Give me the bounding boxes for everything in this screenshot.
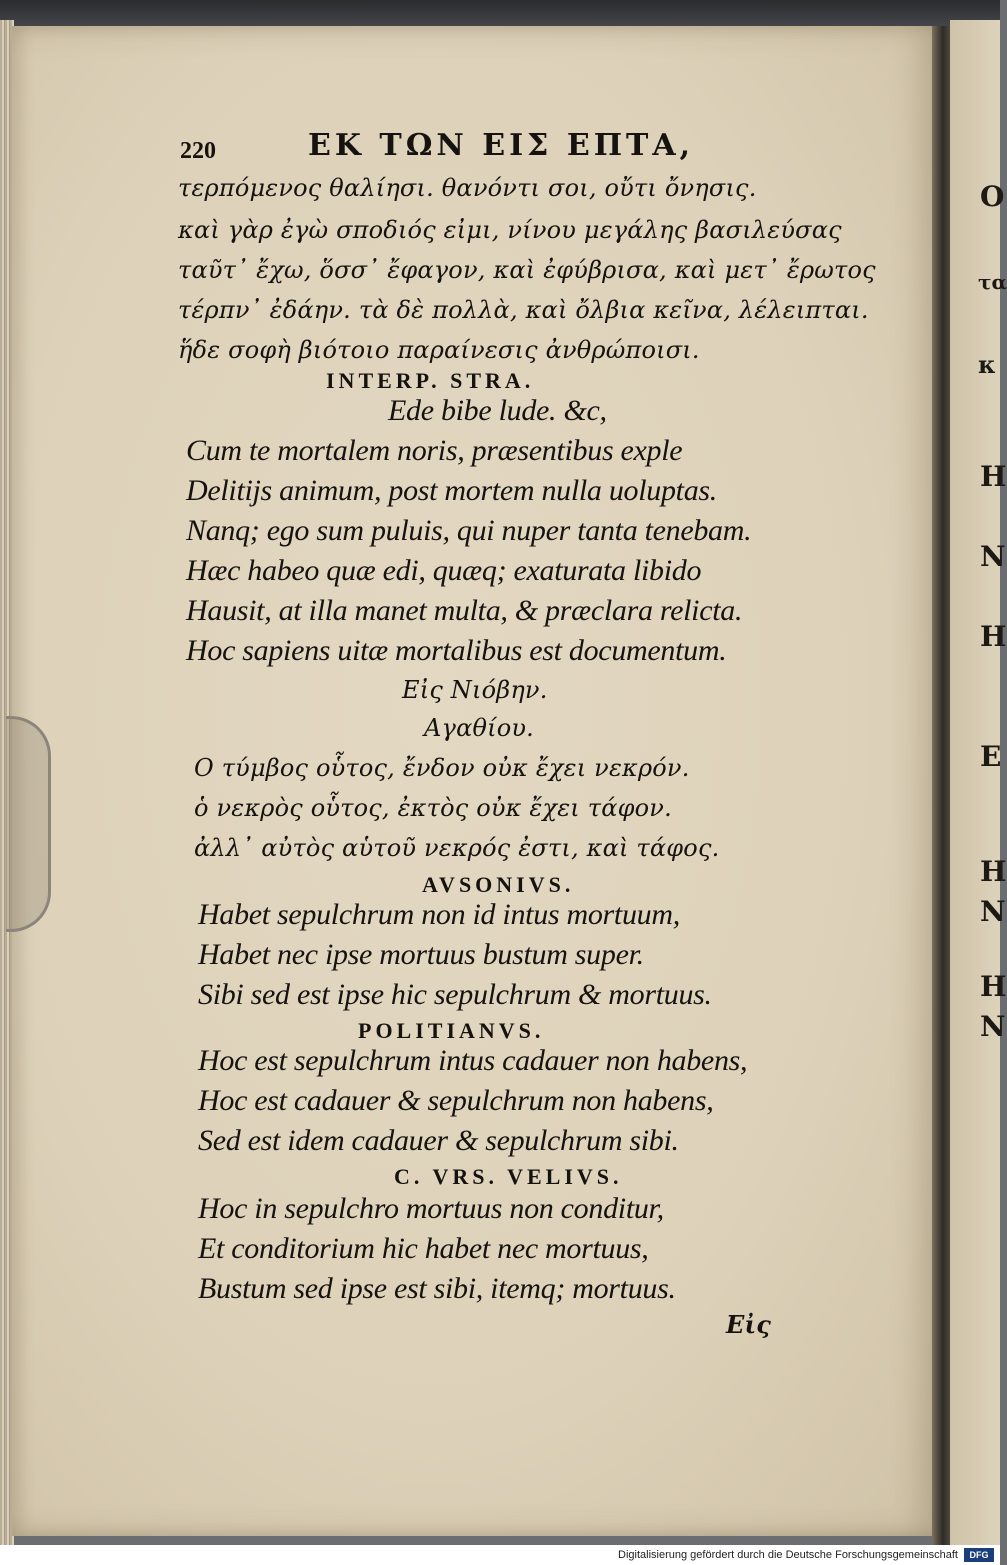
latin-line: Et conditorium hic habet nec mortuus, [198, 1232, 649, 1265]
footer-credit: Digitalisierung gefördert durch die Deutsche Forschungsgemeinschaft [618, 1549, 958, 1561]
greek-line: ἥδε σοφὴ βιότοιο παραίνεσις ἀνθρώποισι. [178, 336, 700, 364]
heading-interp: INTERP. STRA. [326, 368, 535, 393]
heading-velius: C. VRS. VELIVS. [394, 1164, 623, 1189]
facing-fragment: H [980, 970, 1007, 1003]
heading-politianus: POLITIANVS. [358, 1018, 545, 1043]
book-gutter [932, 26, 950, 1546]
latin-line: Hoc est sepulchrum intus cadauer non habens, [198, 1044, 748, 1077]
latin-line: Bustum sed ipse est sibi, itemq; mortuus. [198, 1272, 676, 1305]
facing-fragment: N [980, 540, 1006, 573]
latin-line: Delitijs animum, post mortem nulla uoluptas. [186, 474, 717, 507]
greek-title: Εἰς Νιόβην. [402, 676, 548, 704]
greek-title: Αγαθίου. [424, 714, 535, 742]
digitization-footer [0, 1545, 1000, 1565]
latin-line: Nanq; ego sum puluis, qui nuper tanta tenebam. [186, 514, 752, 547]
latin-line: Ede bibe lude. &c, [388, 394, 607, 427]
greek-line: τερπόμενος θαλίησι. θανόντι σοι, οὔτι ὄνησις. [178, 174, 757, 202]
latin-line: Habet sepulchrum non id intus mortuum, [198, 898, 680, 931]
facing-fragment: E [980, 740, 1002, 773]
latin-line: Hoc sapiens uitæ mortalibus est documentum. [186, 634, 727, 667]
heading-ausonius: AVSONIVS. [422, 872, 575, 897]
greek-line: ὁ νεκρὸς οὗτος, ἐκτὸς οὐκ ἔχει τάφον. [194, 794, 672, 822]
latin-line: Cum te mortalem noris, præsentibus exple [186, 434, 683, 467]
facing-fragment: H [980, 855, 1007, 888]
facing-fragment: κ [978, 350, 996, 379]
greek-line: ἀλλ᾽ αὐτὸς αὑτοῦ νεκρός ἐστι, καὶ τάφος. [194, 834, 720, 862]
greek-line: τέρπν᾽ ἐδάην. τὰ δὲ πολλὰ, καὶ ὄλβια κεῖνα, λέλειπται. [178, 296, 869, 324]
latin-line: Hausit, at illa manet multa, & præclara relicta. [186, 594, 743, 627]
latin-line: Hæc habeo quæ edi, quæq; exaturata libido [186, 554, 702, 587]
dfg-logo: DFG [964, 1548, 994, 1562]
greek-line: Ο τύμβος οὗτος, ἔνδον οὐκ ἔχει νεκρόν. [194, 754, 690, 782]
running-head: ΕΚ ΤΩΝ ΕΙΣ ΕΠΤΑ, [308, 128, 695, 163]
facing-fragment: N [980, 895, 1006, 928]
facing-fragment: H [980, 460, 1007, 493]
page-number: 220 [180, 138, 216, 164]
latin-line: Sed est idem cadauer & sepulchrum sibi. [198, 1124, 679, 1157]
latin-line: Habet nec ipse mortuus bustum super. [198, 938, 644, 971]
latin-line: Sibi sed est ipse hic sepulchrum & mortuus. [198, 978, 712, 1011]
facing-fragment: N [980, 1010, 1006, 1043]
facing-fragment: O [980, 180, 1005, 213]
latin-line: Hoc est cadauer & sepulchrum non habens, [198, 1084, 714, 1117]
book-clasp [6, 716, 51, 932]
greek-line: ταῦτ᾽ ἔχω, ὅσσ᾽ ἔφαγον, καὶ ἐφύβρισα, καὶ μετ᾽ ἔρωτος [178, 256, 876, 284]
facing-fragment: τα [978, 270, 1007, 294]
latin-line: Hoc in sepulchro mortuus non conditur, [198, 1192, 664, 1225]
greek-line: καὶ γὰρ ἐγὼ σποδιός εἰμι, νίνου μεγάλης βασιλεύσας [178, 216, 842, 244]
catchword: Εἰς [726, 1310, 772, 1339]
facing-fragment: H [980, 620, 1007, 653]
facing-page-fragment [950, 20, 1007, 1550]
